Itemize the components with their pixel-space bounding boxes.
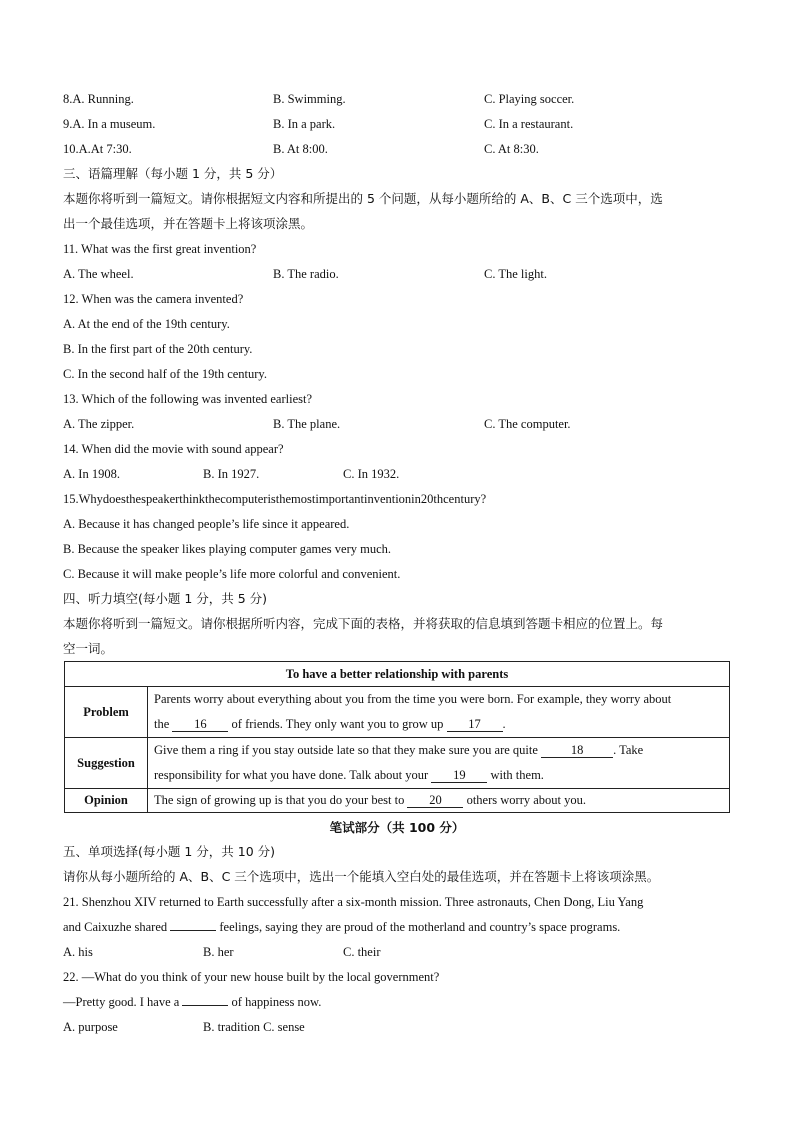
blank-20: 20: [407, 793, 463, 808]
question-14: 14. When did the movie with sound appear?: [63, 442, 284, 456]
question-8-options: [0, 91, 794, 107]
section-3-instruction-1: 本题你将听到一篇短文。请你根据短文内容和所提出的 5 个问题，从每小题所给的 A、B、C 三个选项中，选: [63, 191, 663, 206]
blank-21: [170, 930, 216, 931]
section-4-instruction-2: 空一词。: [63, 641, 114, 656]
question-15-option-b: B. Because the speaker likes playing computer games very much.: [63, 542, 392, 556]
option-a: 8.A. Running.: [63, 92, 134, 106]
section-3-title: 三、语篇理解（每小题 1 分，共 5 分）: [63, 166, 283, 181]
blank-18: 18: [541, 743, 613, 758]
option-c: C. In a restaurant.: [484, 117, 574, 131]
option-a: A. purpose: [63, 1020, 118, 1034]
question-12: 12. When was the camera invented?: [63, 292, 244, 306]
question-12-option-c: C. In the second half of the 19th century.: [63, 367, 267, 381]
option-b: B. At 8:00.: [273, 142, 328, 156]
option-a: A. In 1908.: [63, 467, 120, 481]
option-c: C. At 8:30.: [484, 142, 539, 156]
question-22-line-2: —Pretty good. I have a of happiness now.: [63, 995, 322, 1009]
blank-17: 17: [447, 717, 503, 732]
blank-19: 19: [431, 768, 487, 783]
section-3-instruction-2: 出一个最佳选项，并在答题卡上将该项涂黑。: [63, 216, 314, 231]
question-15: 15.Whydoesthespeakerthinkthecomputeristhemostimportantinventionin20thcentury?: [63, 492, 487, 506]
option-c: C. In 1932.: [343, 467, 400, 481]
option-b: B. The plane.: [273, 417, 341, 431]
problem-label: Problem: [65, 687, 148, 738]
fill-in-table: [64, 661, 730, 813]
section-4-title: 四、听力填空(每小题 1 分，共 5 分): [63, 591, 268, 606]
option-b: B. her: [203, 945, 234, 959]
question-14-options: [0, 466, 794, 482]
suggestion-label: Suggestion: [65, 738, 148, 789]
option-b: B. In a park.: [273, 117, 336, 131]
table-title: To have a better relationship with parents: [65, 662, 730, 687]
question-11: 11. What was the first great invention?: [63, 242, 257, 256]
question-12-option-a: A. At the end of the 19th century.: [63, 317, 230, 331]
opinion-label: Opinion: [65, 789, 148, 813]
question-13-options: [0, 416, 794, 432]
question-12-option-b: B. In the first part of the 20th century.: [63, 342, 253, 356]
option-a: A. his: [63, 945, 93, 959]
section-5-title: 五、单项选择(每小题 1 分，共 10 分): [63, 844, 276, 859]
section-5-instruction: 请你从每小题所给的 A、B、C 三个选项中，选出一个能填入空白处的最佳选项，并在答题卡上将该项涂黑。: [63, 869, 660, 884]
question-10-options: [0, 141, 794, 157]
question-15-option-c: C. Because it will make people’s life more colorful and convenient.: [63, 567, 401, 581]
option-a: 10.A.At 7:30.: [63, 142, 132, 156]
blank-16: 16: [172, 717, 228, 732]
option-b: B. Swimming.: [273, 92, 346, 106]
question-21-options: [0, 944, 794, 960]
option-c: C. The light.: [484, 267, 547, 281]
option-c: C. their: [343, 945, 381, 959]
option-b: B. The radio.: [273, 267, 339, 281]
question-22-options: [0, 1019, 794, 1035]
question-11-options: [0, 266, 794, 282]
option-b-c: B. tradition C. sense: [203, 1020, 305, 1034]
question-13: 13. Which of the following was invented earliest?: [63, 392, 313, 406]
question-21-line-1: 21. Shenzhou XIV returned to Earth successfully after a six-month mission. Three astronauts, Chen Dong, Liu Yang: [63, 895, 644, 909]
written-part-heading: 笔试部分（共 100 分）: [329, 820, 465, 835]
section-4-instruction-1: 本题你将听到一篇短文。请你根据所听内容，完成下面的表格，并将获取的信息填到答题卡相应的位置上。每: [63, 616, 664, 631]
option-b: B. In 1927.: [203, 467, 260, 481]
option-a: A. The wheel.: [63, 267, 134, 281]
blank-22: [182, 1005, 228, 1006]
option-a: 9.A. In a museum.: [63, 117, 156, 131]
question-15-option-a: A. Because it has changed people’s life since it appeared.: [63, 517, 350, 531]
option-c: C. The computer.: [484, 417, 571, 431]
question-21-line-2: and Caixuzhe shared feelings, saying they are proud of the motherland and country’s space programs.: [63, 920, 621, 934]
option-a: A. The zipper.: [63, 417, 135, 431]
problem-text: Parents worry about everything about you from the time you were born. For example, they worry about the 16 of friends. They only want you to grow up 17 .: [148, 687, 730, 738]
question-22-line-1: 22. —What do you think of your new house built by the local government?: [63, 970, 440, 984]
suggestion-text: Give them a ring if you stay outside late so that they make sure you are quite 18 . Take responsibility for what you have done. Talk about your 19 with them.: [148, 738, 730, 789]
question-9-options: [0, 116, 794, 132]
option-c: C. Playing soccer.: [484, 92, 575, 106]
opinion-text: The sign of growing up is that you do your best to 20 others worry about you.: [148, 789, 730, 813]
